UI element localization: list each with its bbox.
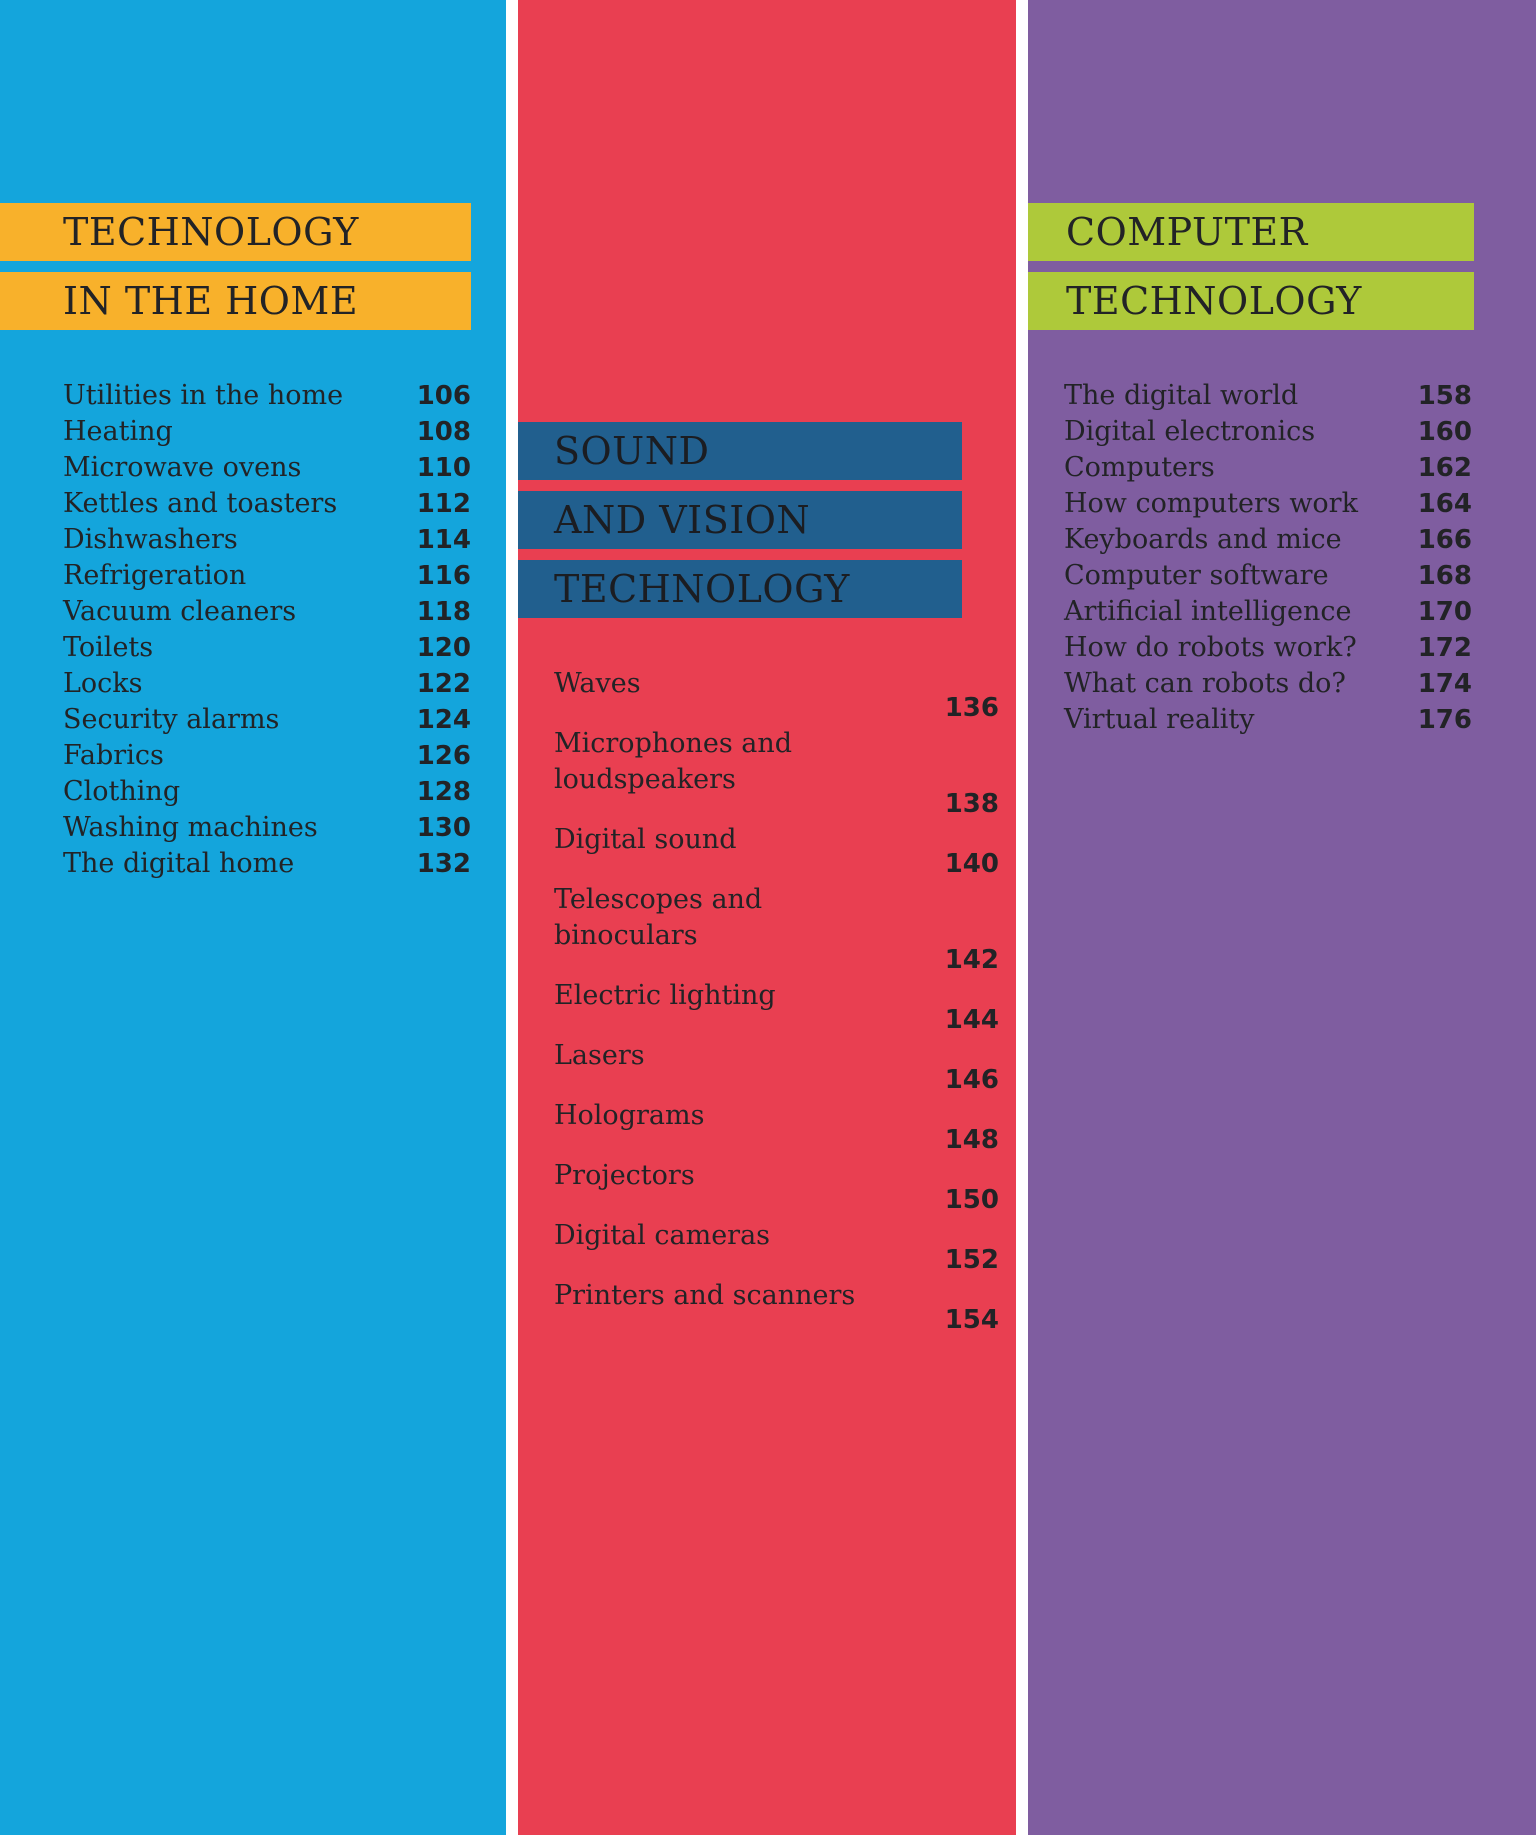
entry-title: Artificial intelligence [1064, 596, 1352, 627]
page-number: 172 [1417, 633, 1472, 663]
entry-title: Locks [63, 668, 143, 699]
section-title-line-1: SOUND [518, 422, 962, 480]
contents-entry[interactable] [554, 1158, 999, 1218]
page-number: 164 [1417, 489, 1472, 519]
section-title-line-1: COMPUTER [1028, 203, 1474, 261]
contents-list-computer [1064, 378, 1472, 738]
contents-entry[interactable] [63, 810, 471, 846]
contents-entry[interactable] [1064, 450, 1472, 486]
contents-entry[interactable] [1064, 522, 1472, 558]
contents-entry[interactable] [63, 702, 471, 738]
page-number: 118 [416, 597, 471, 627]
entry-title: Virtual reality [1064, 704, 1255, 735]
entry-title: Lasers [554, 1040, 645, 1071]
entry-title: Digital electronics [1064, 416, 1316, 447]
entry-title: Security alarms [63, 704, 280, 735]
entry-title: Holograms [554, 1100, 705, 1131]
page-number: 126 [416, 741, 471, 771]
page-number: 160 [1417, 417, 1472, 447]
section-title-line-3: TECHNOLOGY [518, 560, 962, 618]
entry-title: Computer software [1064, 560, 1329, 591]
page-number: 174 [1417, 669, 1472, 699]
page-number: 148 [944, 1125, 999, 1155]
section-title-line-1: TECHNOLOGY [0, 203, 471, 261]
entry-title: What can robots do? [1064, 668, 1346, 699]
entry-title: The digital world [1064, 380, 1299, 411]
contents-entry[interactable] [1064, 378, 1472, 414]
contents-entry[interactable] [1064, 666, 1472, 702]
page-number: 108 [416, 417, 471, 447]
contents-entry[interactable] [63, 558, 471, 594]
page-number: 130 [416, 813, 471, 843]
entry-title: Microphones and loudspeakers [554, 728, 793, 795]
contents-entry[interactable] [554, 822, 999, 882]
page-number: 116 [416, 561, 471, 591]
entry-title: Dishwashers [63, 524, 238, 555]
page-number: 154 [944, 1305, 999, 1335]
page-number: 146 [944, 1065, 999, 1095]
page-number: 142 [944, 945, 999, 975]
page-number: 140 [944, 849, 999, 879]
entry-title: Electric lighting [554, 980, 776, 1011]
page-number: 166 [1417, 525, 1472, 555]
contents-entry[interactable] [63, 522, 471, 558]
entry-title: Refrigeration [63, 560, 247, 591]
entry-title: How do robots work? [1064, 632, 1357, 663]
page-number: 144 [944, 1005, 999, 1035]
contents-entry[interactable] [63, 450, 471, 486]
contents-entry[interactable] [1064, 702, 1472, 738]
entry-title: Telescopes and binoculars [554, 884, 763, 951]
section-title-line-2: AND VISION [518, 491, 962, 549]
entry-title: Kettles and toasters [63, 488, 338, 519]
contents-entry[interactable] [554, 666, 999, 726]
contents-entry[interactable] [63, 630, 471, 666]
contents-entry[interactable] [63, 594, 471, 630]
contents-entry[interactable] [554, 1278, 999, 1338]
page-number: 136 [944, 693, 999, 723]
entry-title: Utilities in the home [63, 380, 344, 411]
contents-entry[interactable] [1064, 414, 1472, 450]
entry-title: Vacuum cleaners [63, 596, 297, 627]
entry-title: The digital home [63, 848, 295, 879]
page-number: 150 [944, 1185, 999, 1215]
entry-title: Clothing [63, 776, 181, 807]
entry-title: Projectors [554, 1160, 695, 1191]
contents-entry[interactable] [554, 978, 999, 1038]
section-title-line-2: IN THE HOME [0, 272, 471, 330]
entry-title: Digital sound [554, 824, 737, 855]
page-number: 170 [1417, 597, 1472, 627]
contents-entry[interactable] [1064, 486, 1472, 522]
section-computer-technology [1028, 0, 1536, 1835]
entry-title: Fabrics [63, 740, 164, 771]
entry-title: Waves [554, 668, 641, 699]
contents-entry[interactable] [63, 414, 471, 450]
page-number: 114 [416, 525, 471, 555]
contents-entry[interactable] [63, 846, 471, 882]
entry-title: Computers [1064, 452, 1215, 483]
contents-entry[interactable] [1064, 594, 1472, 630]
contents-list-home [63, 378, 471, 882]
section-sound-and-vision-technology [518, 0, 1016, 1835]
entry-title: Keyboards and mice [1064, 524, 1342, 555]
contents-entry[interactable] [63, 774, 471, 810]
page-number: 128 [416, 777, 471, 807]
page-number: 168 [1417, 561, 1472, 591]
page-number: 152 [944, 1245, 999, 1275]
contents-entry[interactable] [63, 738, 471, 774]
page-number: 122 [416, 669, 471, 699]
page-number: 112 [416, 489, 471, 519]
entry-title: Printers and scanners [554, 1280, 856, 1311]
contents-entry[interactable] [1064, 558, 1472, 594]
entry-title: Digital cameras [554, 1220, 771, 1251]
entry-title: Washing machines [63, 812, 318, 843]
page-number: 120 [416, 633, 471, 663]
contents-entry[interactable] [1064, 630, 1472, 666]
page-number: 106 [416, 381, 471, 411]
entry-title: Microwave ovens [63, 452, 302, 483]
page-number: 132 [416, 849, 471, 879]
page-number: 124 [416, 705, 471, 735]
section-technology-in-the-home [0, 0, 506, 1835]
entry-title: Toilets [63, 632, 154, 663]
entry-title: Heating [63, 416, 173, 447]
contents-entry[interactable] [554, 882, 999, 978]
contents-entry[interactable] [63, 486, 471, 522]
page-number: 176 [1417, 705, 1472, 735]
contents-entry[interactable] [554, 1038, 999, 1098]
contents-entry[interactable] [554, 1098, 999, 1158]
contents-entry[interactable] [554, 726, 999, 822]
contents-entry[interactable] [554, 1218, 999, 1278]
page-number: 110 [416, 453, 471, 483]
section-title-line-2: TECHNOLOGY [1028, 272, 1474, 330]
page-number: 162 [1417, 453, 1472, 483]
entry-title: How computers work [1064, 488, 1358, 519]
page-number: 138 [944, 789, 999, 819]
contents-entry[interactable] [63, 666, 471, 702]
contents-entry[interactable] [63, 378, 471, 414]
contents-list-sound [554, 666, 999, 1338]
page-number: 158 [1417, 381, 1472, 411]
